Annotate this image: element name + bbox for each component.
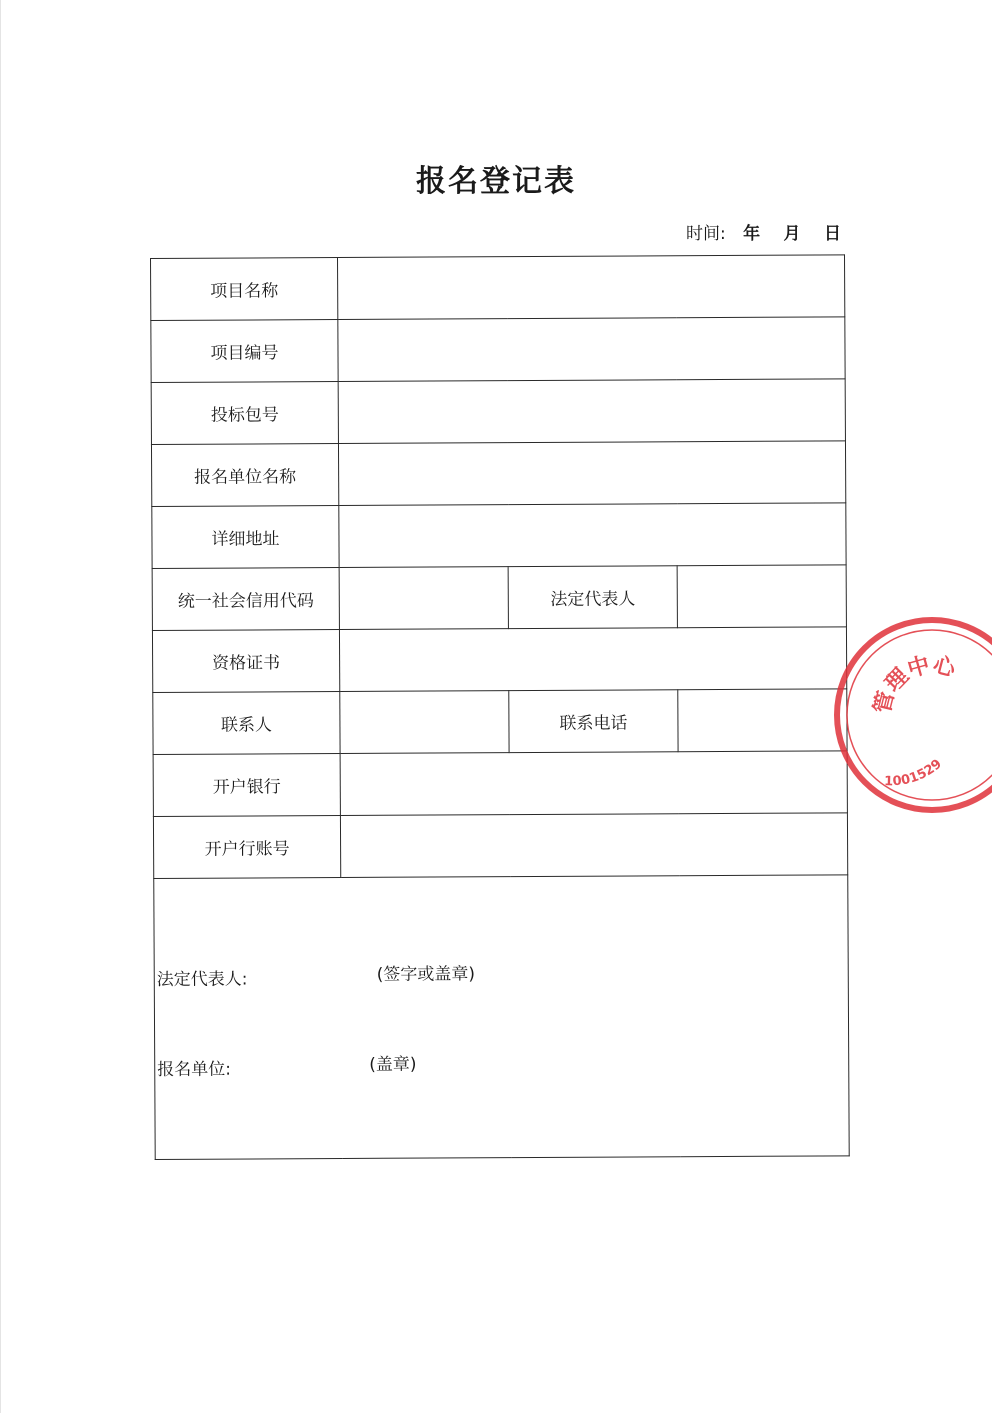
legal-rep-label: 法定代表人 <box>508 566 677 629</box>
qualification-label: 资格证书 <box>152 630 339 693</box>
table-row <box>151 255 845 321</box>
table-row <box>152 565 846 631</box>
table-row <box>153 813 847 879</box>
date-day[interactable]: 日 <box>823 224 841 244</box>
table-row <box>152 627 846 693</box>
contact-field[interactable] <box>340 691 509 754</box>
page-title: 报名登记表 <box>416 164 576 199</box>
legal-rep-field[interactable] <box>677 565 846 628</box>
address-label: 详细地址 <box>152 506 339 569</box>
contact-label: 联系人 <box>153 692 340 755</box>
stamp-number: 1001529 <box>883 756 945 790</box>
table-row <box>153 751 847 817</box>
company-seal-line <box>157 1054 417 1080</box>
table-row <box>151 317 845 383</box>
account-field[interactable] <box>340 813 847 878</box>
credit-code-field[interactable] <box>339 567 508 630</box>
signature-area[interactable] <box>154 875 849 1160</box>
bid-package-field[interactable] <box>338 379 845 444</box>
registration-form-table <box>150 254 850 1160</box>
bank-field[interactable] <box>340 751 847 816</box>
credit-code-label: 统一社会信用代码 <box>152 568 339 631</box>
date-label: 时间: <box>686 224 726 244</box>
table-row <box>151 441 845 507</box>
date-year[interactable]: 年 <box>743 224 761 244</box>
project-number-label: 项目编号 <box>151 320 338 383</box>
phone-field[interactable] <box>678 689 847 752</box>
seal-hint: (盖章) <box>369 1054 417 1075</box>
table-row <box>151 379 845 445</box>
legal-rep-signature-line <box>156 964 476 990</box>
project-name-label: 项目名称 <box>151 258 338 321</box>
bid-package-label: 投标包号 <box>151 382 338 445</box>
project-name-field[interactable] <box>338 255 845 320</box>
sign-or-seal-hint: (签字或盖章) <box>376 964 476 985</box>
stamp-text: 管理中心 <box>870 652 958 717</box>
table-row <box>154 875 849 1160</box>
qualification-field[interactable] <box>339 627 846 692</box>
company-seal-label: 报名单位: <box>157 1059 232 1080</box>
table-row <box>152 503 846 569</box>
phone-label: 联系电话 <box>509 690 678 753</box>
address-field[interactable] <box>339 503 846 568</box>
date-line <box>686 219 841 244</box>
legal-rep-sign-label: 法定代表人: <box>156 969 248 990</box>
project-number-field[interactable] <box>338 317 845 382</box>
bank-label: 开户银行 <box>153 754 340 817</box>
date-month[interactable]: 月 <box>783 224 801 244</box>
company-name-label: 报名单位名称 <box>151 444 338 507</box>
table-row <box>153 689 847 755</box>
account-label: 开户行账号 <box>153 816 340 879</box>
company-name-field[interactable] <box>338 441 845 506</box>
